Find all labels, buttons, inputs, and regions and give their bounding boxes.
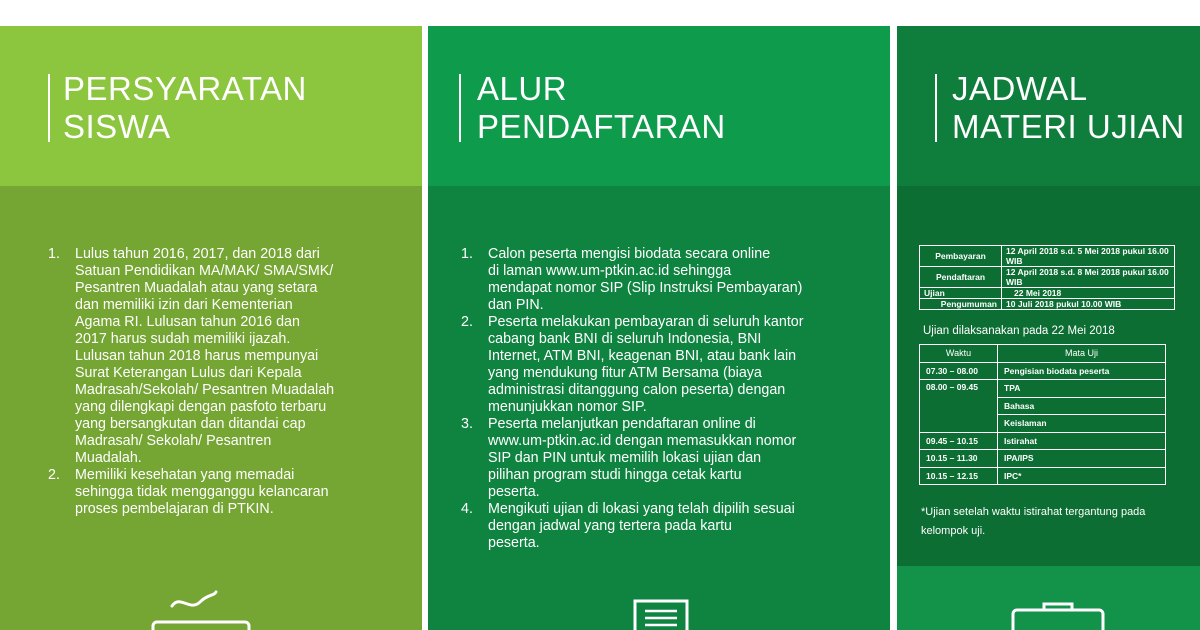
- list-item-text: Peserta melakukan pembayaran di seluruh kantor cabang bank BNI di seluruh Indonesia, BNI Internet, ATM BNI, keagenan BNI, atau bank lain yang mendukung fitur ATM Bersama (biaya administrasi ditanggung calon peserta) dengan menunjukkan nomor SIP.: [488, 314, 804, 415]
- form-document-icon: [631, 599, 691, 630]
- registration-steps-list: [461, 246, 857, 552]
- table-row: Ujian 22 Mei 2018: [920, 288, 1175, 299]
- panel-header: [897, 26, 1200, 186]
- table-row: Pendaftaran 12 April 2018 s.d. 8 Mei 2018 pukul 16.00 WIB: [920, 267, 1175, 288]
- list-item: 3. Peserta melanjutkan pendaftaran online di www.um-ptkin.ac.id dengan memasukkan nomor SIP dan PIN untuk memilih lokasi ujian dan pilihan program studi hingga cetak kartu peserta.: [461, 416, 857, 501]
- table-row: 10.15 – 12.15 IPC*: [920, 467, 1166, 485]
- panel-persyaratan-siswa: [0, 26, 422, 630]
- panel-title: PERSYARATAN SISWA: [63, 70, 307, 145]
- title-accent-bar: [459, 74, 461, 142]
- panel-jadwal-materi-ujian: [897, 26, 1200, 630]
- list-item-text: Memiliki kesehatan yang memadai sehingga tidak mengganggu kelancaran proses pembelajaran di PTKIN.: [75, 467, 329, 517]
- requirements-list: [48, 246, 393, 518]
- panel-title: ALUR PENDAFTARAN: [477, 70, 726, 145]
- list-item-text: Mengikuti ujian di lokasi yang telah dipilih sesuai dengan jadwal yang tertera pada kartu peserta.: [488, 501, 795, 551]
- table-row: Pembayaran 12 April 2018 s.d. 5 Mei 2018 pukul 16.00 WIB: [920, 246, 1175, 267]
- list-item: 2. Memiliki kesehatan yang memadai sehingga tidak mengganggu kelancaran proses pembelajaran di PTKIN.: [48, 467, 393, 518]
- exam-date-caption: Ujian dilaksanakan pada 22 Mei 2018: [923, 325, 1115, 337]
- panel-alur-pendaftaran: [428, 26, 890, 630]
- table-row: 08.00 – 09.45 TPA: [920, 380, 1166, 398]
- list-item: 1. Calon peserta mengisi biodata secara online di laman www.um-ptkin.ac.id sehingga mendapat nomor SIP (Slip Instruksi Pembayaran) dan PIN.: [461, 246, 857, 314]
- panel-body: [0, 186, 422, 630]
- panel-body: [428, 186, 890, 630]
- list-item-text: Peserta melanjutkan pendaftaran online di www.um-ptkin.ac.id dengan memasukkan nomor SIP dan PIN untuk memilih lokasi ujian dan pilihan program studi hingga cetak kartu peserta.: [488, 416, 797, 500]
- table-row: 10.15 – 11.30 IPA/IPS: [920, 450, 1166, 468]
- table-row: Pengumuman 10 Juli 2018 pukul 10.00 WIB: [920, 299, 1175, 310]
- briefcase-icon: [1010, 600, 1106, 630]
- table-row: Bahasa: [920, 397, 1166, 415]
- panel-title: JADWAL MATERI UJIAN: [952, 70, 1185, 145]
- table-row: Keislaman: [920, 415, 1166, 433]
- schedule-table: [919, 245, 1175, 310]
- table-row: 09.45 – 10.15 Istirahat: [920, 432, 1166, 450]
- list-item: 1. Lulus tahun 2016, 2017, dan 2018 dari Satuan Pendidikan MA/MAK/ SMA/SMK/ Pesantren Muadalah atau yang setara dan memiliki izin dari Kementerian Agama RI. Lulusan tahun 2016 dan 2017 harus sudah memiliki ijazah. Lulusan tahun 2018 harus mempunyai Surat Keterangan Lulus dari Kepala Madrasah/Sekolah/ Pesantren Muadalah yang dilengkapi dengan pasfoto terbaru yang bersangkutan dan ditandai cap Madrasah/ Sekolah/ Pesantren Muadalah.: [48, 246, 393, 467]
- panel-header: [0, 26, 422, 186]
- exam-schedule-table: [919, 344, 1166, 485]
- table-row: 07.30 – 08.00 Pengisian biodata peserta: [920, 362, 1166, 380]
- title-accent-bar: [935, 74, 937, 142]
- panel-header: [428, 26, 890, 186]
- table-header-row: Waktu Mata Uji: [920, 345, 1166, 363]
- list-item: 4. Mengikuti ujian di lokasi yang telah dipilih sesuai dengan jadwal yang tertera pada kartu peserta.: [461, 501, 857, 552]
- list-item-text: Lulus tahun 2016, 2017, dan 2018 dari Satuan Pendidikan MA/MAK/ SMA/SMK/ Pesantren Muadalah atau yang setara dan memiliki izin dari Kementerian Agama RI. Lulusan tahun 2016 dan 2017 harus sudah memiliki ijazah. Lulusan tahun 2018 harus mempunyai Surat Keterangan Lulus dari Kepala Madrasah/Sekolah/ Pesantren Muadalah yang dilengkapi dengan pasfoto terbaru yang bersangkutan dan ditandai cap Madrasah/ Sekolah/ Pesantren Muadalah.: [75, 246, 335, 466]
- scroll-document-icon: [150, 588, 252, 630]
- list-item: 2. Peserta melakukan pembayaran di seluruh kantor cabang bank BNI di seluruh Indonesia, BNI Internet, ATM BNI, keagenan BNI, atau bank lain yang mendukung fitur ATM Bersama (biaya administrasi ditanggung calon peserta) dengan menunjukkan nomor SIP.: [461, 314, 857, 416]
- list-item-text: Calon peserta mengisi biodata secara online di laman www.um-ptkin.ac.id sehingga mendapat nomor SIP (Slip Instruksi Pembayaran) dan PIN.: [488, 246, 803, 313]
- title-accent-bar: [48, 74, 50, 142]
- exam-footnote: *Ujian setelah waktu istirahat tergantung pada kelompok uji.: [921, 506, 1146, 537]
